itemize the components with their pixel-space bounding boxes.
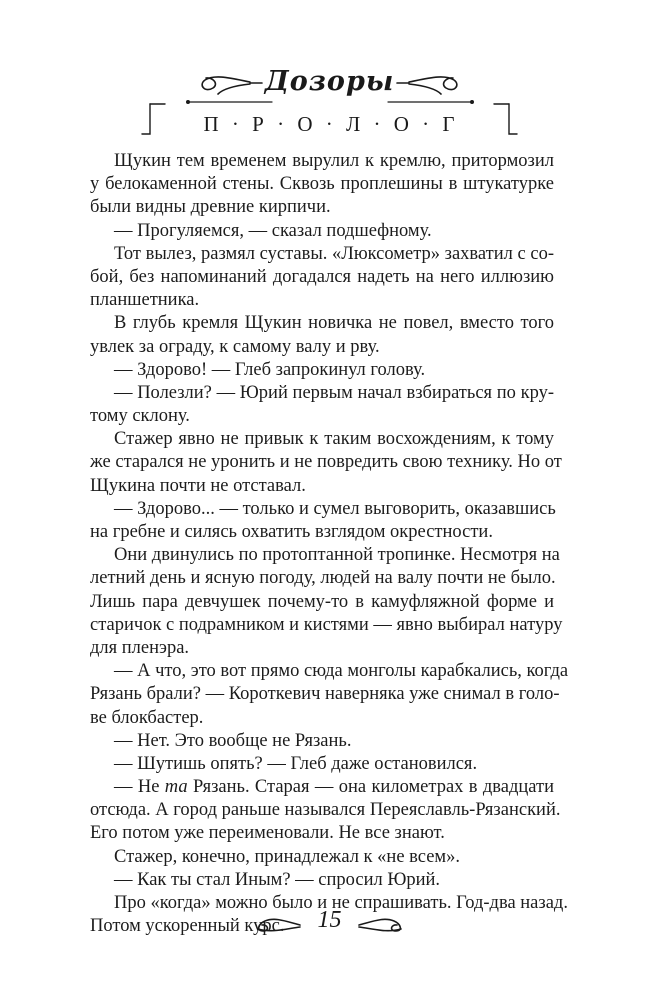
text-line: — Здорово! — Глеб запрокинул голову. bbox=[114, 359, 426, 380]
text-line: Потом ускоренный курс. bbox=[90, 916, 285, 937]
chapter-title: П · Р · О · Л · О · Г bbox=[203, 112, 457, 136]
text-line: — Нет. Это вообще не Рязань. bbox=[114, 730, 352, 751]
text-line: — А что, это вот прямо сюда монголы карабкались, когда bbox=[114, 661, 569, 682]
text-line: же старался не уронить и не повредить свою технику. Но от bbox=[90, 452, 562, 473]
text-line: Его потом уже переименовали. Не все знают. bbox=[90, 823, 445, 844]
text-line: Щукин тем временем вырулил к кремлю, притормозил bbox=[114, 151, 554, 171]
text-line: у белокаменной стены. Сквозь проплешины в штукатурке bbox=[90, 174, 554, 195]
text-line: ве блокбастер. bbox=[90, 707, 204, 728]
body-text bbox=[90, 150, 569, 938]
text-span: — Не bbox=[114, 777, 165, 798]
text-line: — Здорово... — только и сумел выговорить, оказавшись bbox=[114, 498, 556, 519]
running-header bbox=[0, 60, 659, 150]
text-line: Тот вылез, размял суставы. «Люксометр» захватил с со- bbox=[114, 243, 554, 264]
text-line: Щукина почти не отставал. bbox=[90, 475, 306, 496]
text-line: Стажер явно не привык к таким восхождениям, к тому bbox=[114, 429, 554, 450]
text-line: В глубь кремля Щукин новичка не повел, вместо того bbox=[114, 313, 554, 334]
text-line: — Как ты стал Иным? — спросил Юрий. bbox=[114, 869, 441, 890]
text-line bbox=[90, 776, 554, 799]
series-title: Дозоры bbox=[264, 66, 395, 97]
text-line: старичок с подрамником и кистями — явно выбирал натуру bbox=[90, 614, 563, 635]
text-line: — Полезли? — Юрий первым начал взбираться по кру- bbox=[114, 382, 554, 403]
text-line: Лишь пара девчушек почему-то в камуфляжной форме и bbox=[90, 591, 554, 612]
text-span: Рязань. Старая — она километрах в двадцати bbox=[187, 777, 554, 798]
text-line: на гребне и силясь охватить взглядом окрестности. bbox=[90, 522, 493, 542]
page-number: 15 bbox=[317, 907, 342, 933]
text-line: летний день и ясную погоду, людей на валу почти не было. bbox=[90, 568, 556, 589]
emphasis-text: та bbox=[164, 777, 188, 798]
text-line: — Прогуляемся, — сказал подшефному. bbox=[114, 220, 432, 241]
text-line: тому склону. bbox=[90, 406, 190, 427]
text-line: Стажер, конечно, принадлежал к «не всем». bbox=[114, 846, 461, 867]
text-line: Они двинулись по протоптанной тропинке. Несмотря на bbox=[114, 545, 560, 566]
text-line: бой, без напоминаний догадался надеть на него иллюзию bbox=[90, 266, 554, 287]
text-line: Рязань брали? — Короткевич наверняка уже снимал в голо- bbox=[90, 684, 560, 705]
text-line: — Шутишь опять? — Глеб даже остановился. bbox=[114, 753, 478, 774]
text-line: были видны древние кирпичи. bbox=[90, 197, 331, 218]
text-line: увлек за ограду, к самому валу и рву. bbox=[90, 336, 380, 357]
text-line: Про «когда» можно было и не спрашивать. Год-два назад. bbox=[114, 893, 568, 913]
text-line: отсюда. А город раньше назывался Переяславль-Рязанский. bbox=[90, 800, 561, 821]
text-line: для пленэра. bbox=[90, 637, 190, 658]
text-line: планшетника. bbox=[90, 290, 200, 311]
